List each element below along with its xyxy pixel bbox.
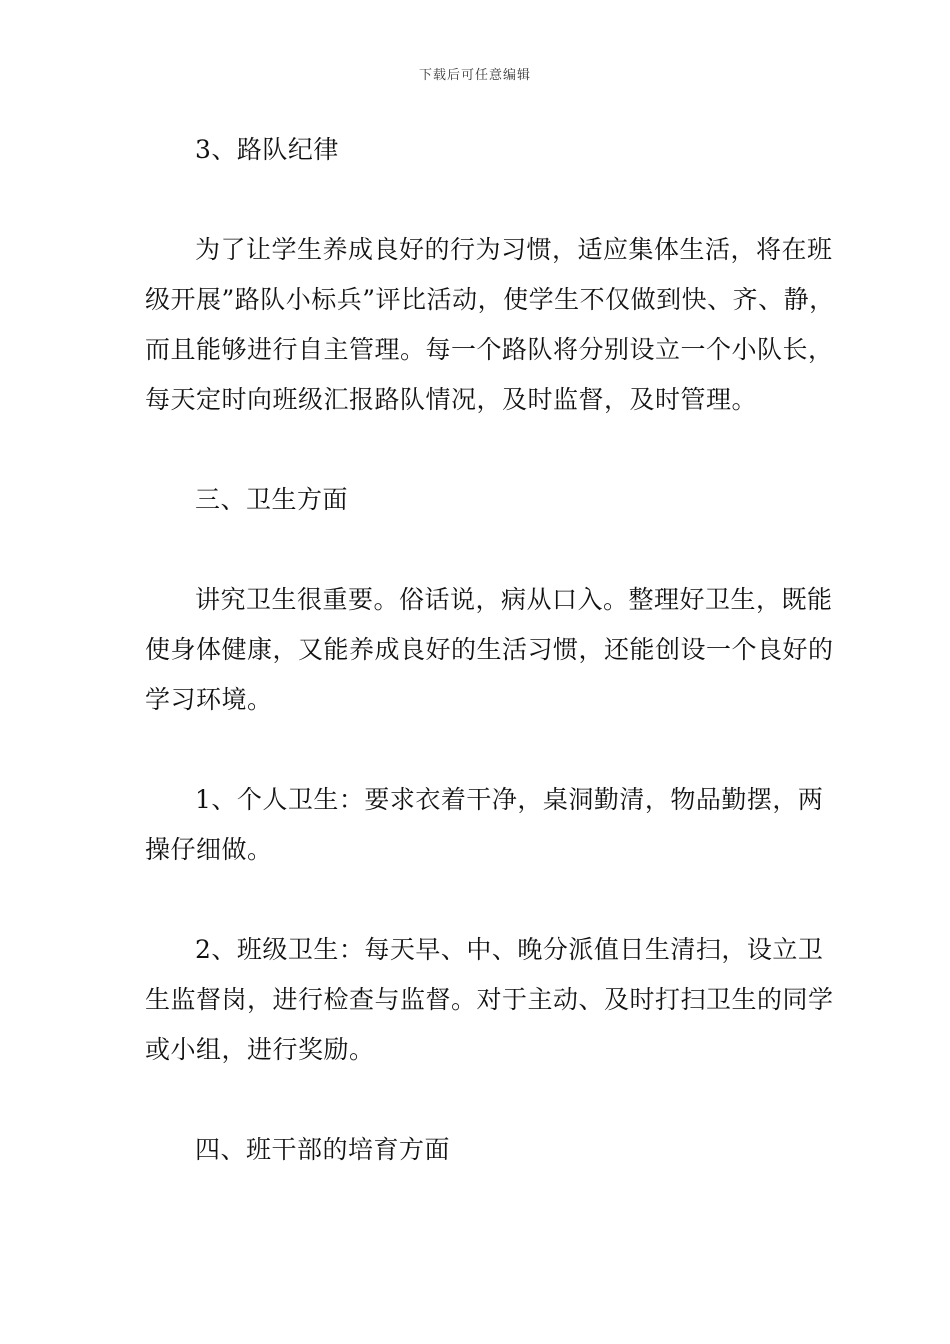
page-header: 下载后可任意编辑 (418, 68, 531, 83)
paragraph-gap (145, 875, 835, 925)
section-heading-road-discipline: 3、路队纪律 (195, 135, 339, 164)
paragraph-gap (145, 725, 835, 775)
paragraph-hygiene-intro: 讲究卫生很重要。俗话说，病从口入。整理好卫生，既能使身体健康，又能养成良好的生活习惯，还能创设一个良好的学习环境。 (145, 585, 834, 714)
paragraph-gap (145, 425, 835, 475)
section-heading-cadre: 四、班干部的培育方面 (195, 1135, 451, 1164)
document-body (145, 125, 835, 1175)
paragraph-personal-hygiene: 1、个人卫生：要求衣着干净，桌洞勤清，物品勤摆，两操仔细做。 (145, 785, 824, 864)
paragraph-road-discipline: 为了让学生养成良好的行为习惯，适应集体生活，将在班级开展”路队小标兵”评比活动，使学生不仅做到快、齐、静，而且能够进行自主管理。每一个路队将分别设立一个小队长，每天定时向班级汇报路队情况，及时监督，及时管理。 (145, 235, 835, 414)
paragraph-gap (145, 1075, 835, 1125)
section-heading-hygiene: 三、卫生方面 (195, 485, 349, 514)
paragraph-class-hygiene: 2、班级卫生：每天早、中、晚分派值日生清扫，设立卫生监督岗，进行检查与监督。对于主动、及时打扫卫生的同学或小组，进行奖励。 (145, 935, 834, 1064)
paragraph-gap (145, 525, 835, 575)
paragraph-gap (145, 175, 835, 225)
